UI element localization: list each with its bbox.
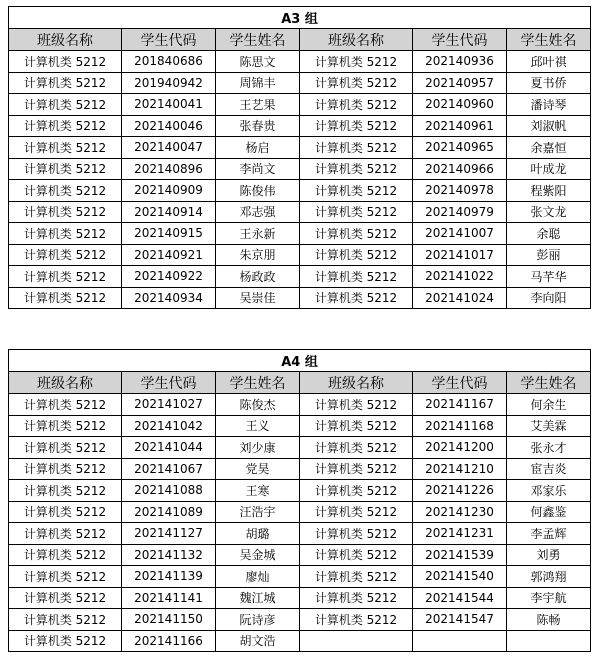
table-cell: 杨启 [216, 137, 300, 159]
table-row [9, 223, 591, 245]
table-cell: 202141168 [413, 415, 507, 437]
column-header: 学生代码 [413, 372, 507, 394]
table-cell: 计算机类 5212 [9, 566, 122, 588]
table-cell: 胡璐 [216, 523, 300, 545]
table-cell: 计算机类 5212 [9, 223, 122, 245]
table-cell: 马芊华 [507, 266, 591, 288]
table-cell: 计算机类 5212 [9, 201, 122, 223]
table-cell: 202141127 [122, 523, 216, 545]
table-row [9, 72, 591, 94]
table-cell: 邓志强 [216, 201, 300, 223]
table-cell: 202141544 [413, 587, 507, 609]
table-row [9, 94, 591, 116]
table-cell: 王永新 [216, 223, 300, 245]
table-cell: 邱叶祺 [507, 51, 591, 73]
table-cell: 陈思文 [216, 51, 300, 73]
table-cell: 计算机类 5212 [9, 51, 122, 73]
table-row [9, 287, 591, 309]
table-cell: 202140960 [413, 94, 507, 116]
table-row [9, 480, 591, 502]
table-cell: 201940942 [122, 72, 216, 94]
table-cell: 宦吉炎 [507, 458, 591, 480]
table-cell [413, 630, 507, 652]
table-row [9, 51, 591, 73]
table-cell: 计算机类 5212 [300, 437, 413, 459]
table-cell: 202141024 [413, 287, 507, 309]
table-cell: 余聪 [507, 223, 591, 245]
table-cell: 何鑫鉴 [507, 501, 591, 523]
column-header: 学生姓名 [216, 29, 300, 51]
table-cell: 202141166 [122, 630, 216, 652]
table-cell: 计算机类 5212 [300, 244, 413, 266]
table-row [9, 415, 591, 437]
group-title: A4 组 [9, 350, 591, 372]
table-cell: 202141067 [122, 458, 216, 480]
table-cell: 陈俊杰 [216, 394, 300, 416]
table-cell: 202141027 [122, 394, 216, 416]
table-cell: 201840686 [122, 51, 216, 73]
table-cell: 202141547 [413, 609, 507, 631]
table-cell: 202141200 [413, 437, 507, 459]
table-cell: 202140914 [122, 201, 216, 223]
table-cell: 202141042 [122, 415, 216, 437]
table-cell: 张春贵 [216, 115, 300, 137]
table-row [9, 244, 591, 266]
table-row [9, 566, 591, 588]
table-cell: 计算机类 5212 [9, 609, 122, 631]
table-cell: 计算机类 5212 [300, 609, 413, 631]
table-cell: 王寒 [216, 480, 300, 502]
table-cell: 李宇航 [507, 587, 591, 609]
column-header: 学生姓名 [507, 29, 591, 51]
table-cell: 202140046 [122, 115, 216, 137]
table-cell: 计算机类 5212 [9, 137, 122, 159]
table-cell: 202140934 [122, 287, 216, 309]
table-cell: 计算机类 5212 [300, 415, 413, 437]
table-cell: 202141007 [413, 223, 507, 245]
group-title: A3 组 [9, 7, 591, 29]
table-cell: 计算机类 5212 [300, 201, 413, 223]
table-cell: 计算机类 5212 [9, 94, 122, 116]
column-header: 学生代码 [122, 372, 216, 394]
table-cell: 计算机类 5212 [9, 415, 122, 437]
table-cell: 刘勇 [507, 544, 591, 566]
table-cell: 202140961 [413, 115, 507, 137]
table-cell: 周锦丰 [216, 72, 300, 94]
table-cell: 202140896 [122, 158, 216, 180]
table-cell: 计算机类 5212 [9, 630, 122, 652]
column-header: 学生代码 [413, 29, 507, 51]
table-cell: 202141044 [122, 437, 216, 459]
table-row [9, 458, 591, 480]
table-cell: 计算机类 5212 [9, 287, 122, 309]
table-cell: 计算机类 5212 [9, 437, 122, 459]
header-row [9, 29, 591, 51]
table-row [9, 158, 591, 180]
table-cell: 计算机类 5212 [9, 458, 122, 480]
table-cell: 202141017 [413, 244, 507, 266]
table-cell: 余嘉恒 [507, 137, 591, 159]
table-cell: 汪浩宇 [216, 501, 300, 523]
table-cell: 李向阳 [507, 287, 591, 309]
table-cell: 王义 [216, 415, 300, 437]
table-cell: 202141540 [413, 566, 507, 588]
table-cell: 202141132 [122, 544, 216, 566]
table-cell: 计算机类 5212 [300, 458, 413, 480]
table-cell: 计算机类 5212 [9, 180, 122, 202]
table-row [9, 587, 591, 609]
table-cell: 202140041 [122, 94, 216, 116]
table-cell: 计算机类 5212 [300, 587, 413, 609]
table-cell: 计算机类 5212 [9, 72, 122, 94]
table-cell: 杨政政 [216, 266, 300, 288]
column-header: 班级名称 [300, 372, 413, 394]
table-cell: 202140047 [122, 137, 216, 159]
table-cell: 程紫阳 [507, 180, 591, 202]
table-cell: 计算机类 5212 [300, 223, 413, 245]
table-cell: 刘少康 [216, 437, 300, 459]
table-cell: 张永才 [507, 437, 591, 459]
table-cell: 计算机类 5212 [300, 158, 413, 180]
table-cell: 202141167 [413, 394, 507, 416]
column-header: 班级名称 [300, 29, 413, 51]
table-cell: 廖灿 [216, 566, 300, 588]
table-cell: 202141088 [122, 480, 216, 502]
table-cell: 邓家乐 [507, 480, 591, 502]
table-cell: 陈俊伟 [216, 180, 300, 202]
table-cell: 彭丽 [507, 244, 591, 266]
group-a3-table [8, 6, 591, 309]
table-cell: 202140922 [122, 266, 216, 288]
table-row [9, 115, 591, 137]
table-cell: 计算机类 5212 [300, 523, 413, 545]
table-cell: 计算机类 5212 [9, 523, 122, 545]
table-row [9, 523, 591, 545]
table-cell: 艾美霖 [507, 415, 591, 437]
table-cell: 202141230 [413, 501, 507, 523]
table-cell: 202140978 [413, 180, 507, 202]
table-cell: 202140921 [122, 244, 216, 266]
table-cell: 计算机类 5212 [300, 266, 413, 288]
table-cell [507, 630, 591, 652]
table-row [9, 609, 591, 631]
table-cell: 202141141 [122, 587, 216, 609]
column-header: 学生姓名 [216, 372, 300, 394]
table-cell: 计算机类 5212 [300, 501, 413, 523]
table-cell: 朱京朋 [216, 244, 300, 266]
table-cell: 202141210 [413, 458, 507, 480]
table-row [9, 501, 591, 523]
table-cell: 202141022 [413, 266, 507, 288]
table-cell: 计算机类 5212 [9, 544, 122, 566]
table-cell: 李尚文 [216, 158, 300, 180]
table-cell: 党昊 [216, 458, 300, 480]
table-cell: 202141139 [122, 566, 216, 588]
table-row [9, 201, 591, 223]
table-cell: 计算机类 5212 [300, 480, 413, 502]
table-cell: 计算机类 5212 [300, 544, 413, 566]
table-cell: 潘诗琴 [507, 94, 591, 116]
table-cell: 计算机类 5212 [9, 158, 122, 180]
table-cell: 计算机类 5212 [300, 51, 413, 73]
table-cell: 计算机类 5212 [300, 137, 413, 159]
table-row [9, 266, 591, 288]
table-cell: 叶成龙 [507, 158, 591, 180]
table-cell: 胡文浩 [216, 630, 300, 652]
table-cell: 何余生 [507, 394, 591, 416]
column-header: 学生代码 [122, 29, 216, 51]
table-cell: 吴崇佳 [216, 287, 300, 309]
column-header: 班级名称 [9, 29, 122, 51]
table-cell: 张文龙 [507, 201, 591, 223]
table-row [9, 630, 591, 652]
table-cell: 202140909 [122, 180, 216, 202]
table-cell: 计算机类 5212 [300, 180, 413, 202]
table-cell: 阮诗彦 [216, 609, 300, 631]
table-cell: 李孟辉 [507, 523, 591, 545]
table-cell: 202140957 [413, 72, 507, 94]
table-cell: 刘淑帆 [507, 115, 591, 137]
table-cell: 202140966 [413, 158, 507, 180]
table-cell [300, 630, 413, 652]
table-cell: 计算机类 5212 [9, 587, 122, 609]
group-a4-table [8, 349, 591, 652]
table-cell: 计算机类 5212 [300, 394, 413, 416]
table-cell: 计算机类 5212 [9, 480, 122, 502]
table-row [9, 394, 591, 416]
table-cell: 202140915 [122, 223, 216, 245]
table-cell: 202141231 [413, 523, 507, 545]
table-cell: 计算机类 5212 [300, 287, 413, 309]
table-cell: 王艺果 [216, 94, 300, 116]
table-row [9, 437, 591, 459]
table-row [9, 544, 591, 566]
table-cell: 魏江城 [216, 587, 300, 609]
table-row [9, 137, 591, 159]
table-cell: 计算机类 5212 [9, 244, 122, 266]
table-cell: 陈畅 [507, 609, 591, 631]
table-cell: 计算机类 5212 [300, 115, 413, 137]
table-cell: 夏书侨 [507, 72, 591, 94]
table-cell: 郭鸿翔 [507, 566, 591, 588]
table-cell: 计算机类 5212 [9, 501, 122, 523]
table-cell: 202141539 [413, 544, 507, 566]
table-cell: 202141089 [122, 501, 216, 523]
table-cell: 计算机类 5212 [9, 266, 122, 288]
table-cell: 202141226 [413, 480, 507, 502]
table-cell: 202140965 [413, 137, 507, 159]
table-cell: 202141150 [122, 609, 216, 631]
header-row [9, 372, 591, 394]
table-cell: 计算机类 5212 [9, 394, 122, 416]
table-cell: 计算机类 5212 [9, 115, 122, 137]
table-cell: 202140936 [413, 51, 507, 73]
table-row [9, 180, 591, 202]
table-cell: 202140979 [413, 201, 507, 223]
table-cell: 计算机类 5212 [300, 566, 413, 588]
table-cell: 吴金城 [216, 544, 300, 566]
column-header: 学生姓名 [507, 372, 591, 394]
table-cell: 计算机类 5212 [300, 94, 413, 116]
table-cell: 计算机类 5212 [300, 72, 413, 94]
column-header: 班级名称 [9, 372, 122, 394]
